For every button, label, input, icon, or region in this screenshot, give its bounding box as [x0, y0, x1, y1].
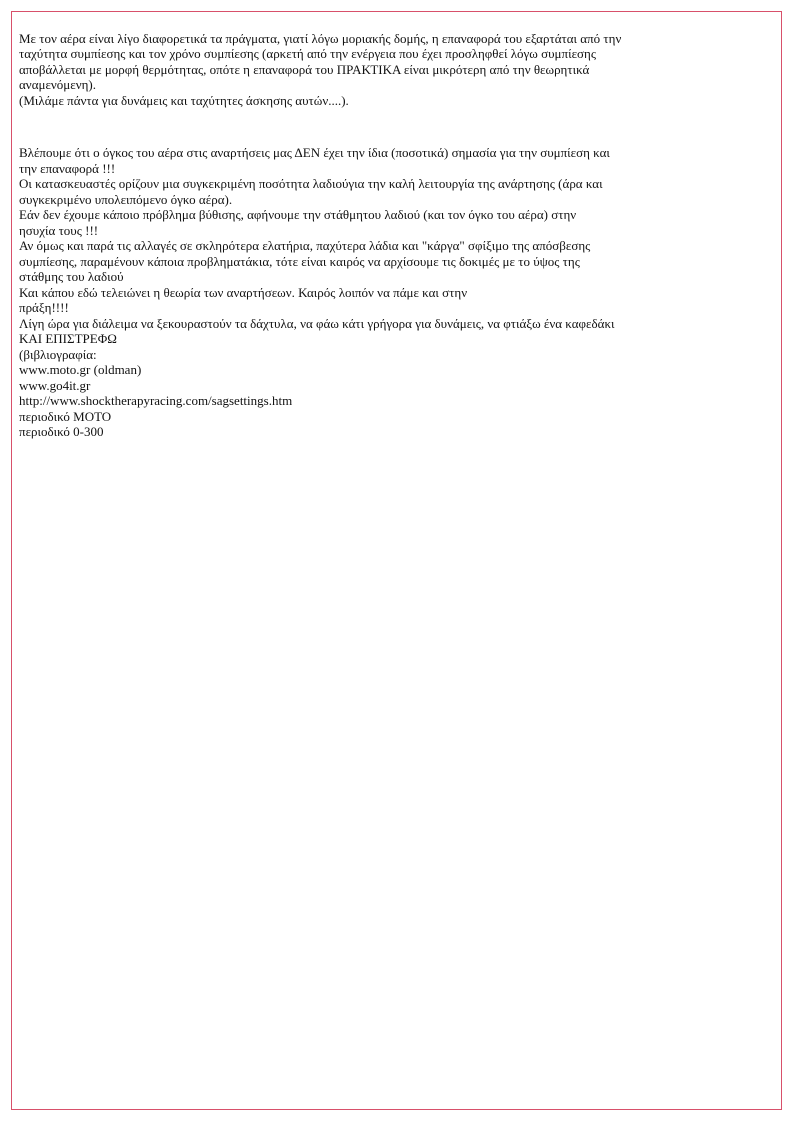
paragraph-gap — [19, 124, 771, 130]
paragraph-oil-level-and-bibliography: Βλέπουμε ότι ο όγκος του αέρα στις αναρτήσεις μας ΔΕΝ έχει την ίδια (ποσοτικά) σημασία για την συμπίεση και την επαναφορά !!! Οι κατασκευαστές ορίζουν μια συγκεκριμένη ποσότητα λαδιούγια την καλή λειτουργία της ανάρτησης (άρα και συγκεκριμένο υπολειπόμενο όγκο αέρα). Εάν δεν έχουμε κάποιο πρόβλημα βύθισης, αφήνουμε την στάθμητου λαδιού (και τον όγκο του αέρα) στην ησυχία τους !!! Αν όμως και παρά τις αλλαγές σε σκληρότερα ελατήρια, παχύτερα λάδια και "κάργα" σφίξιμο της απόσβεσης συμπίεσης, παραμένουν κάποια προβληματάκια, τότε είναι καιρός να αρχίσουμε τις δοκιμές με το ύψος της στάθμης του λαδιού Και κάπου εδώ τελειώνει η θεωρία των αναρτήσεων. Καιρός λοιπόν να πάμε και στην πράξη!!!! Λίγη ώρα για διάλειμα να ξεκουραστούν τα δάχτυλα, να φάω κάτι γρήγορα για δυνάμεις, να φτιάξω ένα καφεδάκι ΚΑΙ ΕΠΙΣΤΡΕΦΩ (βιβλιογραφία: www.moto.gr (oldman) www.go4it.gr http://www.shocktherapyracing.com/sagsettings.htm περιοδικό ΜΟΤΟ περιοδικό 0-300 — [19, 145, 615, 439]
document-body — [19, 15, 771, 455]
paragraph-air-behavior: Με τον αέρα είναι λίγο διαφορετικά τα πράγματα, γιατί λόγω μοριακής δομής, η επαναφορά του εξαρτάται από την ταχύτητα συμπίεσης και τον χρόνο συμπίεσης (αρκετή από την ενέργεια που έχει προσληφθεί λόγω συμπίεσης αποβάλλεται με μορφή θερμότητας, οπότε η επαναφορά του ΠΡΑΚΤΙΚΑ είναι μικρότερη από την θεωρητικά αναμενόμενη). (Μιλάμε πάντα για δυνάμεις και ταχύτητες άσκησης αυτών....). — [19, 30, 622, 108]
